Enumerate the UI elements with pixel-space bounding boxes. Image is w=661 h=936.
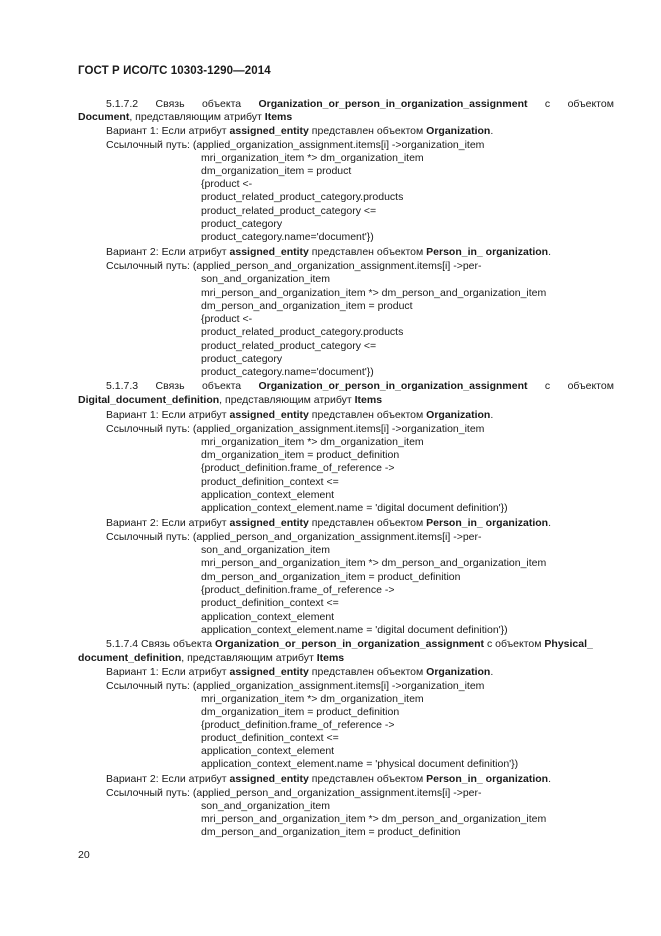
reference-path-line: mri_person_and_organization_item *> dm_person_and_organization_item (201, 287, 547, 299)
section-number: 5.1.7.3 (106, 380, 139, 392)
section-heading-5-1-7-4: 5.1.7.4 Связь объекта Organization_or_person_in_organization_assignment с объектом Physical_ (106, 638, 593, 650)
reference-path-line: {product <- (201, 178, 253, 190)
entity-name: Organization_or_person_in_organization_assignment (258, 98, 528, 110)
section-heading-cont: document_definition, представляющим атрибут Items (78, 652, 345, 664)
reference-path-line: dm_organization_item = product_definition (201, 449, 400, 461)
entity-name: Organization_or_person_in_organization_assignment (258, 380, 528, 392)
reference-path-line: product_definition_context <= (201, 597, 339, 609)
reference-path-line: mri_organization_item *> dm_organization_item (201, 152, 424, 164)
reference-path-line: application_context_element (201, 745, 335, 757)
document-header: ГОСТ Р ИСО/ТС 10303-1290—2014 (78, 65, 271, 77)
reference-path-line: Ссылочный путь: (applied_organization_assignment.items[i] ->organization_item (106, 680, 485, 692)
reference-path-line: {product <- (201, 313, 253, 325)
reference-path-line: Ссылочный путь: (applied_person_and_organization_assignment.items[i] ->per- (106, 787, 482, 799)
reference-path-line: Ссылочный путь: (applied_person_and_organization_assignment.items[i] ->per- (106, 531, 482, 543)
reference-path-line: {product_definition.frame_of_reference -> (201, 462, 395, 474)
reference-path-line: product_related_product_category <= (201, 340, 377, 352)
reference-path-line: product_category (201, 218, 283, 230)
reference-path-line: mri_person_and_organization_item *> dm_person_and_organization_item (201, 813, 547, 825)
section-heading-5-1-7-2: 5.1.7.2 Связь объекта Organization_or_person_in_organization_assignment с объектом (106, 98, 614, 110)
variant-2: Вариант 2: Если атрибут assigned_entity представлен объектом Person_in_ organization. (106, 246, 552, 258)
reference-path-line: son_and_organization_item (201, 800, 331, 812)
reference-path-line: dm_person_and_organization_item = product (201, 300, 413, 312)
page-number: 20 (78, 849, 90, 861)
reference-path-line: product_category.name='document'}) (201, 231, 374, 243)
reference-path-line: Ссылочный путь: (applied_organization_assignment.items[i] ->organization_item (106, 423, 485, 435)
reference-path-line: son_and_organization_item (201, 544, 331, 556)
reference-path-line: product_category.name='document'}) (201, 366, 374, 378)
variant-1: Вариант 1: Если атрибут assigned_entity представлен объектом Organization. (106, 125, 494, 137)
section-number: 5.1.7.2 (106, 98, 139, 110)
section-number: 5.1.7.4 (106, 638, 139, 650)
section-heading-cont: Digital_document_definition, представляющим атрибут Items (78, 394, 383, 406)
reference-path-line: {product_definition.frame_of_reference -> (201, 584, 395, 596)
variant-1: Вариант 1: Если атрибут assigned_entity представлен объектом Organization. (106, 409, 494, 421)
reference-path-line: mri_person_and_organization_item *> dm_person_and_organization_item (201, 557, 547, 569)
reference-path-line: Ссылочный путь: (applied_organization_assignment.items[i] ->organization_item (106, 139, 485, 151)
reference-path-line: {product_definition.frame_of_reference -> (201, 719, 395, 731)
reference-path-line: product_related_product_category.products (201, 191, 404, 203)
reference-path-line: product_related_product_category <= (201, 205, 377, 217)
reference-path-line: dm_organization_item = product_definition (201, 706, 400, 718)
reference-path-line: product_definition_context <= (201, 732, 339, 744)
reference-path-line: application_context_element.name = 'digital document definition'}) (201, 624, 508, 636)
entity-name: Organization_or_person_in_organization_assignment (215, 638, 485, 650)
reference-path-line: product_category (201, 353, 283, 365)
reference-path-line: son_and_organization_item (201, 273, 331, 285)
reference-path-line: dm_person_and_organization_item = product_definition (201, 571, 461, 583)
reference-path-line: application_context_element.name = 'digital document definition'}) (201, 502, 508, 514)
reference-path-line: dm_organization_item = product (201, 165, 352, 177)
variant-2: Вариант 2: Если атрибут assigned_entity представлен объектом Person_in_ organization. (106, 773, 552, 785)
reference-path-line: mri_organization_item *> dm_organization_item (201, 436, 424, 448)
reference-path-line: dm_person_and_organization_item = product_definition (201, 826, 461, 838)
reference-path-line: product_related_product_category.products (201, 326, 404, 338)
reference-path-line: application_context_element.name = 'physical document definition'}) (201, 758, 519, 770)
reference-path-line: application_context_element (201, 489, 335, 501)
variant-1: Вариант 1: Если атрибут assigned_entity представлен объектом Organization. (106, 666, 494, 678)
reference-path-line: product_definition_context <= (201, 476, 339, 488)
reference-path-line: Ссылочный путь: (applied_person_and_organization_assignment.items[i] ->per- (106, 260, 482, 272)
section-heading-5-1-7-3: 5.1.7.3 Связь объекта Organization_or_person_in_organization_assignment с объектом (106, 380, 614, 392)
reference-path-line: mri_organization_item *> dm_organization_item (201, 693, 424, 705)
section-heading-cont: Document, представляющим атрибут Items (78, 111, 293, 123)
variant-2: Вариант 2: Если атрибут assigned_entity представлен объектом Person_in_ organization. (106, 517, 552, 529)
reference-path-line: application_context_element (201, 611, 335, 623)
